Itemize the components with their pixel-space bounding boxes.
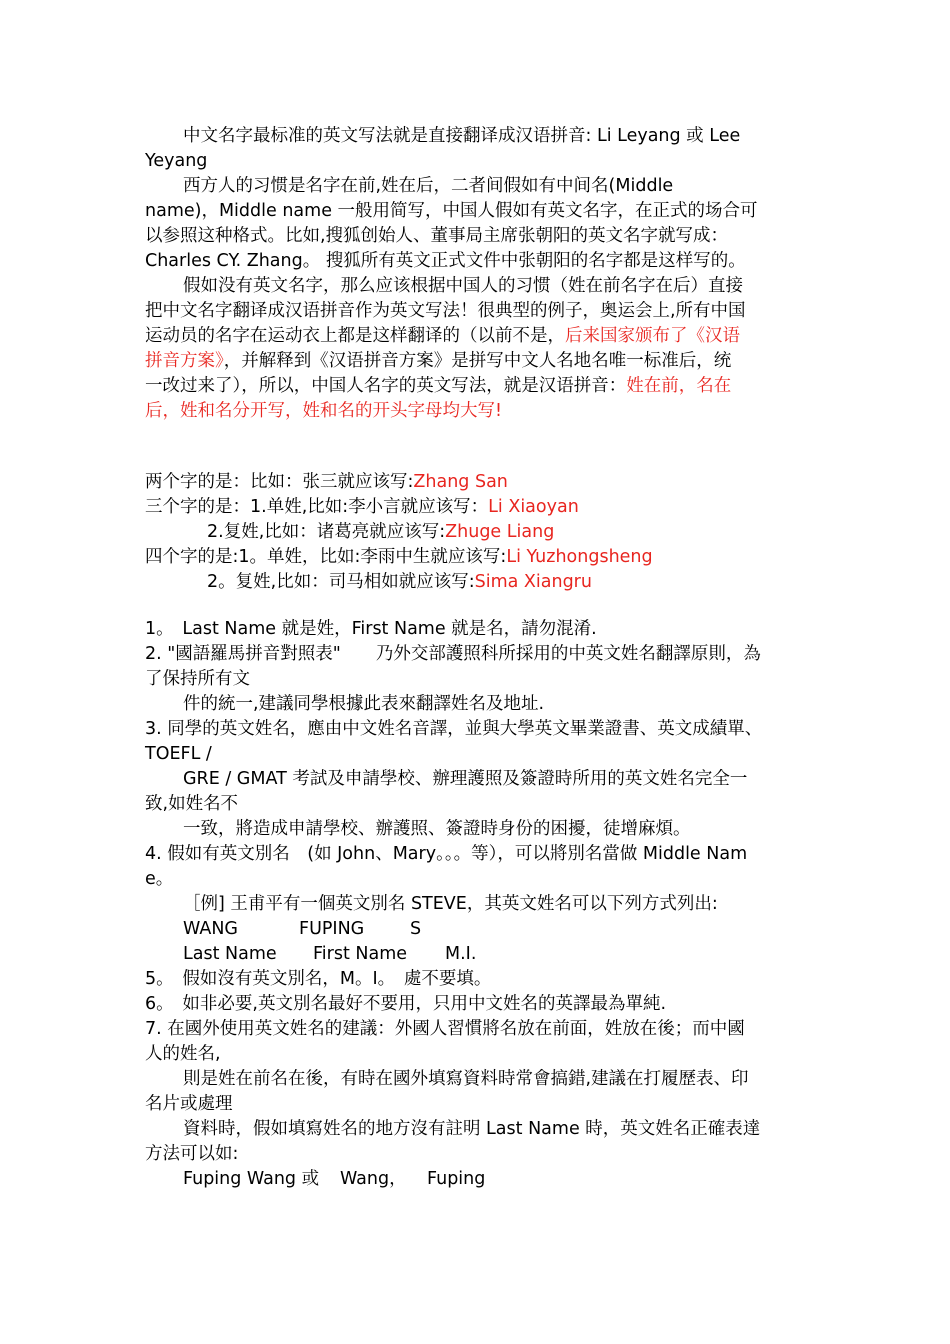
rule-line: ［例] 王甫平有一個英文別名 STEVE，其英文姓名可以下列方式列出:: [183, 894, 718, 914]
name-format-example-row: [145, 1167, 825, 1192]
paragraph-line: 后，姓和名分开写，姓和名的开头字母均大写!: [145, 401, 503, 421]
paragraph-line: name)，Middle name 一般用简写，中国人假如有英文名字，在正式的场合可: [145, 201, 758, 221]
line-text: ，并解释到《汉语拼音方案》是拼写中文人名地名唯一标准后，统: [223, 351, 732, 371]
paragraph-line: [145, 349, 825, 374]
example-line: [207, 570, 887, 595]
rule-line: 致,如姓名不: [145, 794, 239, 814]
rule-line: 則是姓在前名在後，有時在國外填寫資料時常會搞錯,建議在打履歷表、印: [183, 1069, 749, 1089]
surname-example: WANG: [183, 919, 238, 939]
rule-line: 一致，將造成申請學校、辦護照、簽證時身份的困擾，徒增麻煩。: [183, 819, 691, 839]
paragraph-line: [145, 374, 825, 399]
first-name-label: First Name: [313, 944, 408, 964]
rule-line: 2. "國語羅馬拼音對照表" 乃外交部護照科所採用的中英文姓名翻譯原則，為: [145, 644, 761, 664]
given-name-example: FUPING: [299, 919, 365, 939]
middle-initial-label: M.I.: [445, 944, 477, 964]
rule-line: 3. 同學的英文姓名，應由中文姓名音譯，並與大學英文畢業證書、英文成績單、: [145, 719, 763, 739]
name-format-example: Wang，: [340, 1169, 407, 1189]
rule-line: 名片或處理: [145, 1094, 233, 1114]
rule-line: 1。 Last Name 就是姓，First Name 就是名，請勿混淆.: [145, 619, 597, 639]
example-value: Li Xiaoyan: [488, 497, 579, 517]
name-label-row: [145, 942, 825, 967]
paragraph-line: 西方人的习惯是名字在前,姓在后，二者间假如有中间名(Middle: [183, 176, 674, 196]
highlighted-text: 姓在前，名在: [626, 376, 732, 396]
rule-line: 7. 在國外使用英文姓名的建議：外國人習慣將名放在前面，姓放在後；而中國: [145, 1019, 745, 1039]
example-label: 2.复姓,比如：诸葛亮就应该写:: [207, 522, 446, 542]
example-value: Sima Xiangru: [474, 572, 592, 592]
rule-line: 人的姓名,: [145, 1044, 221, 1064]
rule-line: 資料時，假如填寫姓名的地方沒有註明 Last Name 時，英文姓名正確表達: [183, 1119, 761, 1139]
example-value: Li Yuzhongsheng: [506, 547, 653, 567]
highlighted-text: 拼音方案》: [145, 351, 224, 371]
paragraph-line: [145, 324, 825, 349]
example-value: Zhang San: [413, 472, 508, 492]
rule-line: 方法可以如:: [145, 1144, 239, 1164]
example-label: 2。复姓,比如：司马相如就应该写:: [207, 572, 475, 592]
rule-line: 件的統一,建議同學根據此表來翻譯姓名及地址.: [183, 694, 545, 714]
middle-initial-example: S: [410, 919, 422, 939]
example-line: [207, 520, 887, 545]
name-format-example: Fuping Wang 或: [183, 1169, 320, 1189]
last-name-label: Last Name: [183, 944, 277, 964]
paragraph-line: 中文名字最标准的英文写法就是直接翻译成汉语拼音: Li Leyang 或 Lee: [183, 126, 741, 146]
paragraph-line: 把中文名字翻译成汉语拼音作为英文写法！很典型的例子，奥运会上,所有中国: [145, 301, 746, 321]
highlighted-text: 后来国家颁布了《汉语: [565, 326, 740, 346]
example-line: [145, 495, 825, 520]
rule-line: TOEFL /: [145, 744, 212, 764]
paragraph-line: Yeyang: [145, 151, 208, 171]
name-example-row: [145, 917, 825, 942]
line-text: 一改过来了），所以，中国人名字的英文写法，就是汉语拼音：: [145, 376, 627, 396]
name-format-example: Fuping: [427, 1169, 486, 1189]
rule-line: 4. 假如有英文別名 (如 John、Mary。。。等），可以將別名當做 Middle Nam: [145, 844, 748, 864]
rule-line: 6。 如非必要,英文別名最好不要用，只用中文姓名的英譯最為單純.: [145, 994, 667, 1014]
rule-line: GRE / GMAT 考試及申請學校、辦理護照及簽證時所用的英文姓名完全一: [183, 769, 748, 789]
example-label: 四个字的是:1。单姓，比如:李雨中生就应该写:: [145, 547, 507, 567]
rule-line: e。: [145, 869, 174, 889]
example-line: [145, 470, 825, 495]
paragraph-line: 假如没有英文名字，那么应该根据中国人的习惯（姓在前名字在后）直接: [183, 276, 743, 296]
paragraph-line: Charles CY. Zhang。 搜狐所有英文正式文件中张朝阳的名字都是这样写的。: [145, 251, 746, 271]
line-text: 运动员的名字在运动衣上都是这样翻译的（以前不是，: [145, 326, 565, 346]
paragraph-line: 以参照这种格式。比如,搜狐创始人、董事局主席张朝阳的英文名字就写成：: [145, 226, 729, 246]
rule-line: 5。 假如沒有英文別名，M。I。 處不要填。: [145, 969, 492, 989]
example-value: Zhuge Liang: [445, 522, 555, 542]
example-label: 三个字的是：1.单姓,比如:李小言就应该写：: [145, 497, 489, 517]
example-label: 两个字的是：比如：张三就应该写:: [145, 472, 414, 492]
rule-line: 了保持所有文: [145, 669, 250, 689]
example-line: [145, 545, 825, 570]
